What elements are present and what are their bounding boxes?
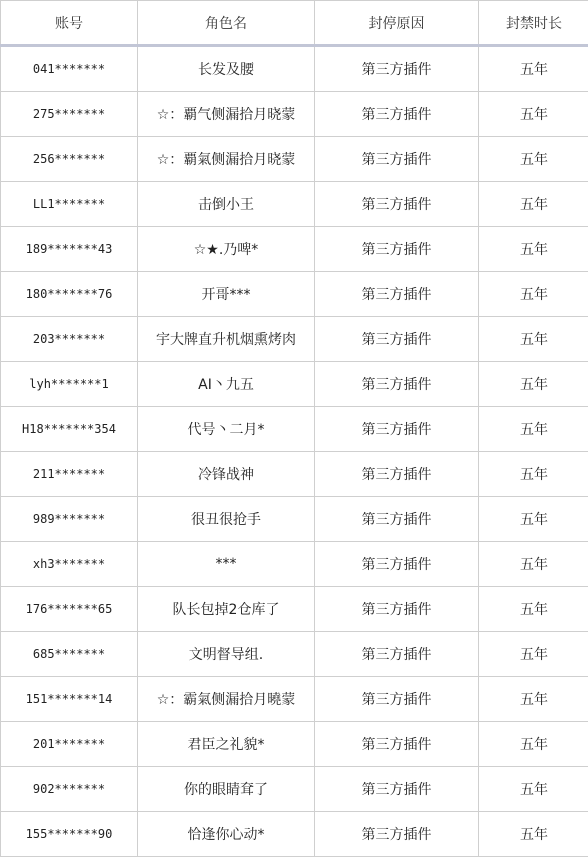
account-cell: 275******* bbox=[1, 92, 138, 137]
role-name-cell: 君臣之礼貌* bbox=[138, 722, 315, 767]
account-cell: 189*******43 bbox=[1, 227, 138, 272]
ban-reason-cell: 第三方插件 bbox=[315, 677, 479, 722]
ban-reason-cell: 第三方插件 bbox=[315, 587, 479, 632]
account-cell: lyh*******1 bbox=[1, 362, 138, 407]
table-row bbox=[1, 362, 588, 407]
role-name-cell: ☆：覇氣侧漏拾月晓蒙 bbox=[138, 137, 315, 182]
account-cell: 902******* bbox=[1, 767, 138, 812]
header-ban-duration: 封禁时长 bbox=[479, 1, 588, 46]
account-cell: LL1******* bbox=[1, 182, 138, 227]
account-cell: 989******* bbox=[1, 497, 138, 542]
ban-reason-cell: 第三方插件 bbox=[315, 92, 479, 137]
ban-duration-cell: 五年 bbox=[479, 362, 588, 407]
role-name-cell: 击倒小王 bbox=[138, 182, 315, 227]
ban-duration-cell: 五年 bbox=[479, 137, 588, 182]
table-row bbox=[1, 767, 588, 812]
ban-reason-cell: 第三方插件 bbox=[315, 182, 479, 227]
ban-duration-cell: 五年 bbox=[479, 46, 588, 92]
account-cell: xh3******* bbox=[1, 542, 138, 587]
table-row bbox=[1, 182, 588, 227]
role-name-cell: ☆：覇气侧漏拾月晓蒙 bbox=[138, 92, 315, 137]
ban-reason-cell: 第三方插件 bbox=[315, 227, 479, 272]
role-name-cell: ☆：霸氣侧漏拾月曉蒙 bbox=[138, 677, 315, 722]
account-cell: 155*******90 bbox=[1, 812, 138, 857]
ban-duration-cell: 五年 bbox=[479, 452, 588, 497]
ban-duration-cell: 五年 bbox=[479, 812, 588, 857]
ban-duration-cell: 五年 bbox=[479, 722, 588, 767]
ban-reason-cell: 第三方插件 bbox=[315, 317, 479, 362]
role-name-cell: 宇大牌直升机烟熏烤肉 bbox=[138, 317, 315, 362]
role-name-cell: 很丑很抢手 bbox=[138, 497, 315, 542]
table-header bbox=[1, 1, 588, 46]
header-row bbox=[1, 1, 588, 46]
table-row bbox=[1, 452, 588, 497]
ban-reason-cell: 第三方插件 bbox=[315, 497, 479, 542]
table-row bbox=[1, 272, 588, 317]
ban-duration-cell: 五年 bbox=[479, 767, 588, 812]
table-row bbox=[1, 137, 588, 182]
account-cell: 685******* bbox=[1, 632, 138, 677]
account-cell: 256******* bbox=[1, 137, 138, 182]
ban-reason-cell: 第三方插件 bbox=[315, 812, 479, 857]
ban-reason-cell: 第三方插件 bbox=[315, 542, 479, 587]
table-body bbox=[1, 46, 588, 857]
ban-reason-cell: 第三方插件 bbox=[315, 452, 479, 497]
ban-duration-cell: 五年 bbox=[479, 317, 588, 362]
ban-duration-cell: 五年 bbox=[479, 587, 588, 632]
account-cell: 041******* bbox=[1, 46, 138, 92]
ban-reason-cell: 第三方插件 bbox=[315, 722, 479, 767]
role-name-cell: ☆★.乃啤* bbox=[138, 227, 315, 272]
table-row bbox=[1, 227, 588, 272]
role-name-cell: 开哥*** bbox=[138, 272, 315, 317]
account-cell: 201******* bbox=[1, 722, 138, 767]
ban-reason-cell: 第三方插件 bbox=[315, 137, 479, 182]
table-row bbox=[1, 587, 588, 632]
ban-duration-cell: 五年 bbox=[479, 632, 588, 677]
role-name-cell: 文明督导组. bbox=[138, 632, 315, 677]
table-row bbox=[1, 92, 588, 137]
table-row bbox=[1, 317, 588, 362]
table-row bbox=[1, 46, 588, 92]
role-name-cell: *** bbox=[138, 542, 315, 587]
ban-reason-cell: 第三方插件 bbox=[315, 362, 479, 407]
account-cell: 203******* bbox=[1, 317, 138, 362]
ban-duration-cell: 五年 bbox=[479, 92, 588, 137]
ban-duration-cell: 五年 bbox=[479, 227, 588, 272]
ban-duration-cell: 五年 bbox=[479, 497, 588, 542]
header-account: 账号 bbox=[1, 1, 138, 46]
table-row bbox=[1, 722, 588, 767]
ban-reason-cell: 第三方插件 bbox=[315, 272, 479, 317]
ban-reason-cell: 第三方插件 bbox=[315, 632, 479, 677]
account-cell: 176*******65 bbox=[1, 587, 138, 632]
ban-reason-cell: 第三方插件 bbox=[315, 407, 479, 452]
account-cell: H18*******354 bbox=[1, 407, 138, 452]
ban-duration-cell: 五年 bbox=[479, 542, 588, 587]
table-row bbox=[1, 407, 588, 452]
role-name-cell: 长发及腰 bbox=[138, 46, 315, 92]
role-name-cell: 恰逢你心动* bbox=[138, 812, 315, 857]
account-cell: 180*******76 bbox=[1, 272, 138, 317]
role-name-cell: 你的眼睛耷了 bbox=[138, 767, 315, 812]
account-cell: 211******* bbox=[1, 452, 138, 497]
table-row bbox=[1, 497, 588, 542]
header-ban-reason: 封停原因 bbox=[315, 1, 479, 46]
ban-duration-cell: 五年 bbox=[479, 677, 588, 722]
table-row bbox=[1, 812, 588, 857]
role-name-cell: AI丶九五 bbox=[138, 362, 315, 407]
ban-duration-cell: 五年 bbox=[479, 272, 588, 317]
role-name-cell: 代号丶二月* bbox=[138, 407, 315, 452]
ban-reason-cell: 第三方插件 bbox=[315, 46, 479, 92]
table-row bbox=[1, 677, 588, 722]
table-row bbox=[1, 542, 588, 587]
role-name-cell: 队长包掉2仓库了 bbox=[138, 587, 315, 632]
ban-reason-cell: 第三方插件 bbox=[315, 767, 479, 812]
header-role-name: 角色名 bbox=[138, 1, 315, 46]
ban-duration-cell: 五年 bbox=[479, 182, 588, 227]
role-name-cell: 冷锋战神 bbox=[138, 452, 315, 497]
table-row bbox=[1, 632, 588, 677]
account-cell: 151*******14 bbox=[1, 677, 138, 722]
ban-duration-cell: 五年 bbox=[479, 407, 588, 452]
